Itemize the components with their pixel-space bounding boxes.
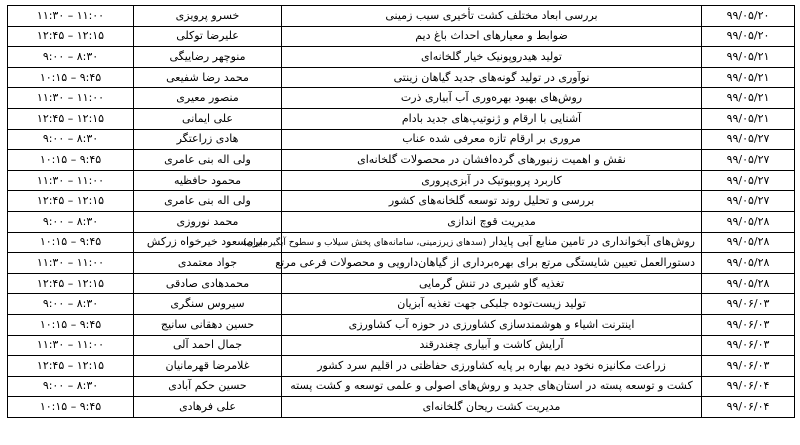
title-text: تغذیه گاو شیری در تنش گرمایی xyxy=(418,276,565,290)
time-cell: ۹:۴۵ – ۱۰:۱۵ xyxy=(8,232,134,253)
title-cell xyxy=(282,211,702,232)
date-cell: ۹۹/۰۵/۲۱ xyxy=(702,88,795,109)
title-text: نقش و اهمیت زنبورهای گرده‌افشان در محصولات گلخانه‌ای xyxy=(357,152,626,166)
title-text: زراعت مکانیزه نخود دیم بهاره بر پایه کشاورزی حفاظتی در اقلیم سرد کشور xyxy=(317,358,666,372)
title-cell xyxy=(282,170,702,191)
title-text: آشنایی با ارقام و ژنوتیپ‌های جدید بادام xyxy=(401,111,582,125)
date-cell: ۹۹/۰۵/۲۸ xyxy=(702,211,795,232)
time-cell: ۸:۳۰ – ۹:۰۰ xyxy=(8,211,134,232)
title-cell xyxy=(282,335,702,356)
title-cell xyxy=(282,129,702,150)
table-row xyxy=(8,108,795,129)
time-cell: ۱۲:۱۵ – ۱۲:۴۵ xyxy=(8,356,134,377)
time-cell: ۱۲:۱۵ – ۱۲:۴۵ xyxy=(8,108,134,129)
time-cell: ۸:۳۰ – ۹:۰۰ xyxy=(8,294,134,315)
presenter-cell: محمود حافظیه xyxy=(134,170,282,191)
time-cell: ۱۱:۰۰ – ۱۱:۳۰ xyxy=(8,253,134,274)
title-text: ضوابط و معیارهای احداث باغ دیم xyxy=(415,29,568,43)
title-cell xyxy=(282,273,702,294)
table-row xyxy=(8,314,795,335)
time-cell: ۹:۴۵ – ۱۰:۱۵ xyxy=(8,67,134,88)
title-cell xyxy=(282,314,702,335)
title-text: دستورالعمل تعیین شایستگی مرتع برای بهره‌برداری از گیاهان‌دارویی و محصولات فرعی مرتع xyxy=(275,255,695,269)
title-text: روش‌های آبخوانداری در تامین منابع آبی پایدار xyxy=(489,234,695,248)
title-text: روش‌های بهبود بهره‌وری آب آبیاری ذرت xyxy=(400,91,583,105)
date-cell: ۹۹/۰۵/۲۷ xyxy=(702,170,795,191)
time-cell: ۹:۴۵ – ۱۰:۱۵ xyxy=(8,314,134,335)
table-row xyxy=(8,335,795,356)
table-row xyxy=(8,232,795,253)
title-text: نوآوری در تولید گونه‌های جدید گیاهان زینتی xyxy=(393,70,590,84)
title-cell xyxy=(275,253,702,274)
presenter-cell: محمدهادی صادقی xyxy=(134,273,282,294)
date-cell: ۹۹/۰۵/۲۷ xyxy=(702,150,795,171)
presenter-cell: حسین حکم آبادی xyxy=(134,376,282,397)
date-cell: ۹۹/۰۵/۲۸ xyxy=(702,273,795,294)
title-text: تولید هیدروپونیک خیار گلخانه‌ای xyxy=(421,49,562,63)
title-cell xyxy=(243,232,702,253)
presenter-cell: ولی اله بنی عامری xyxy=(134,150,282,171)
date-cell: ۹۹/۰۶/۰۳ xyxy=(702,356,795,377)
title-cell xyxy=(282,67,702,88)
table-row xyxy=(8,170,795,191)
table-row xyxy=(8,150,795,171)
date-cell: ۹۹/۰۶/۰۳ xyxy=(702,335,795,356)
time-cell: ۱۱:۰۰ – ۱۱:۳۰ xyxy=(8,88,134,109)
title-text: اینترنت اشیاء و هوشمندسازی کشاورزی در حوزه آب کشاورزی xyxy=(348,317,635,331)
presenter-cell: منصور معیری xyxy=(134,88,282,109)
title-cell xyxy=(282,294,702,315)
time-cell: ۱۲:۱۵ – ۱۲:۴۵ xyxy=(8,273,134,294)
title-cell xyxy=(282,397,702,418)
title-text: مروری بر ارقام تازه معرفی شده عناب xyxy=(402,132,581,146)
time-cell: ۱۱:۰۰ – ۱۱:۳۰ xyxy=(8,6,134,27)
title-text: کاربرد پروبیوتیک در آبزی‌پروری xyxy=(421,173,562,187)
time-cell: ۸:۳۰ – ۹:۰۰ xyxy=(8,47,134,68)
title-note: (سدهای زیرزمینی، سامانه‌های پخش سیلاب و سطوح آبگیر باران) xyxy=(243,237,487,248)
title-cell xyxy=(282,356,702,377)
date-cell: ۹۹/۰۵/۲۸ xyxy=(702,232,795,253)
presenter-cell: ولی اله بنی عامری xyxy=(134,191,282,212)
table-row xyxy=(8,376,795,397)
date-cell: ۹۹/۰۵/۲۱ xyxy=(702,47,795,68)
presenter-cell: هادی زراعتگر xyxy=(134,129,282,150)
presenter-cell: محمد نوروزی xyxy=(134,211,282,232)
table-row xyxy=(8,6,795,27)
title-text: مدیریت قوچ اندازی xyxy=(447,214,536,228)
title-text: بررسی ابعاد مختلف کشت تأخیری سیب زمینی xyxy=(385,8,598,22)
time-cell: ۸:۳۰ – ۹:۰۰ xyxy=(8,129,134,150)
presenter-cell: علیرضا توکلی xyxy=(134,26,282,47)
title-cell xyxy=(282,6,702,27)
date-cell: ۹۹/۰۵/۲۸ xyxy=(702,253,795,274)
time-cell: ۹:۴۵ – ۱۰:۱۵ xyxy=(8,397,134,418)
table-row xyxy=(8,191,795,212)
presenter-cell: علی ایمانی xyxy=(134,108,282,129)
title-cell xyxy=(282,47,702,68)
presenter-cell: میرمسعود خیرخواه زرکش xyxy=(134,232,282,253)
time-cell: ۱۱:۰۰ – ۱۱:۳۰ xyxy=(8,335,134,356)
presenter-cell: جمال احمد آلی xyxy=(134,335,282,356)
date-cell: ۹۹/۰۶/۰۴ xyxy=(702,397,795,418)
table-row xyxy=(8,253,795,274)
table-row xyxy=(8,356,795,377)
time-cell: ۱۲:۱۵ – ۱۲:۴۵ xyxy=(8,26,134,47)
title-cell xyxy=(282,88,702,109)
presenter-cell: خسرو پرویزی xyxy=(134,6,282,27)
date-cell: ۹۹/۰۶/۰۳ xyxy=(702,314,795,335)
date-cell: ۹۹/۰۵/۲۰ xyxy=(702,6,795,27)
title-cell xyxy=(282,150,702,171)
date-cell: ۹۹/۰۵/۲۰ xyxy=(702,26,795,47)
presenter-cell: محمد رضا شفیعی xyxy=(134,67,282,88)
table-row xyxy=(8,26,795,47)
date-cell: ۹۹/۰۵/۲۱ xyxy=(702,67,795,88)
title-text: کشت و توسعه پسته در استان‌های جدید و روش‌های اصولی و علمی توسعه و کشت پسته xyxy=(290,379,693,393)
title-cell xyxy=(282,191,702,212)
table-row xyxy=(8,397,795,418)
title-cell xyxy=(282,26,702,47)
time-cell: ۹:۴۵ – ۱۰:۱۵ xyxy=(8,150,134,171)
date-cell: ۹۹/۰۵/۲۱ xyxy=(702,108,795,129)
presenter-cell: سیروس سنگری xyxy=(134,294,282,315)
presenter-cell: منوچهر رضاییگی xyxy=(134,47,282,68)
presenter-cell: علی فرهادی xyxy=(134,397,282,418)
date-cell: ۹۹/۰۵/۲۷ xyxy=(702,191,795,212)
time-cell: ۱۲:۱۵ – ۱۲:۴۵ xyxy=(8,191,134,212)
title-cell xyxy=(282,376,702,397)
schedule-table xyxy=(7,5,795,418)
table-row xyxy=(8,129,795,150)
date-cell: ۹۹/۰۶/۰۴ xyxy=(702,376,795,397)
table-row xyxy=(8,47,795,68)
presenter-cell: غلامرضا قهرمانیان xyxy=(134,356,282,377)
table-row xyxy=(8,273,795,294)
title-text: آرایش کاشت و آبیاری چغندرقند xyxy=(419,338,564,352)
presenter-cell: حسین دهقانی سانیج xyxy=(134,314,282,335)
title-cell xyxy=(282,108,702,129)
time-cell: ۸:۳۰ – ۹:۰۰ xyxy=(8,376,134,397)
title-text: بررسی و تحلیل روند توسعه گلخانه‌های کشور xyxy=(388,194,595,208)
date-cell: ۹۹/۰۶/۰۳ xyxy=(702,294,795,315)
presenter-cell: جواد معتمدی xyxy=(134,253,282,274)
table-row xyxy=(8,294,795,315)
table-row xyxy=(8,88,795,109)
time-cell: ۱۱:۰۰ – ۱۱:۳۰ xyxy=(8,170,134,191)
schedule-rows xyxy=(8,6,795,418)
table-row xyxy=(8,67,795,88)
title-text: مدیریت کشت ریحان گلخانه‌ای xyxy=(422,400,561,414)
date-cell: ۹۹/۰۵/۲۷ xyxy=(702,129,795,150)
table-row xyxy=(8,211,795,232)
title-text: تولید زیست‌توده جلبکی جهت تغذیه آبزیان xyxy=(397,297,586,311)
